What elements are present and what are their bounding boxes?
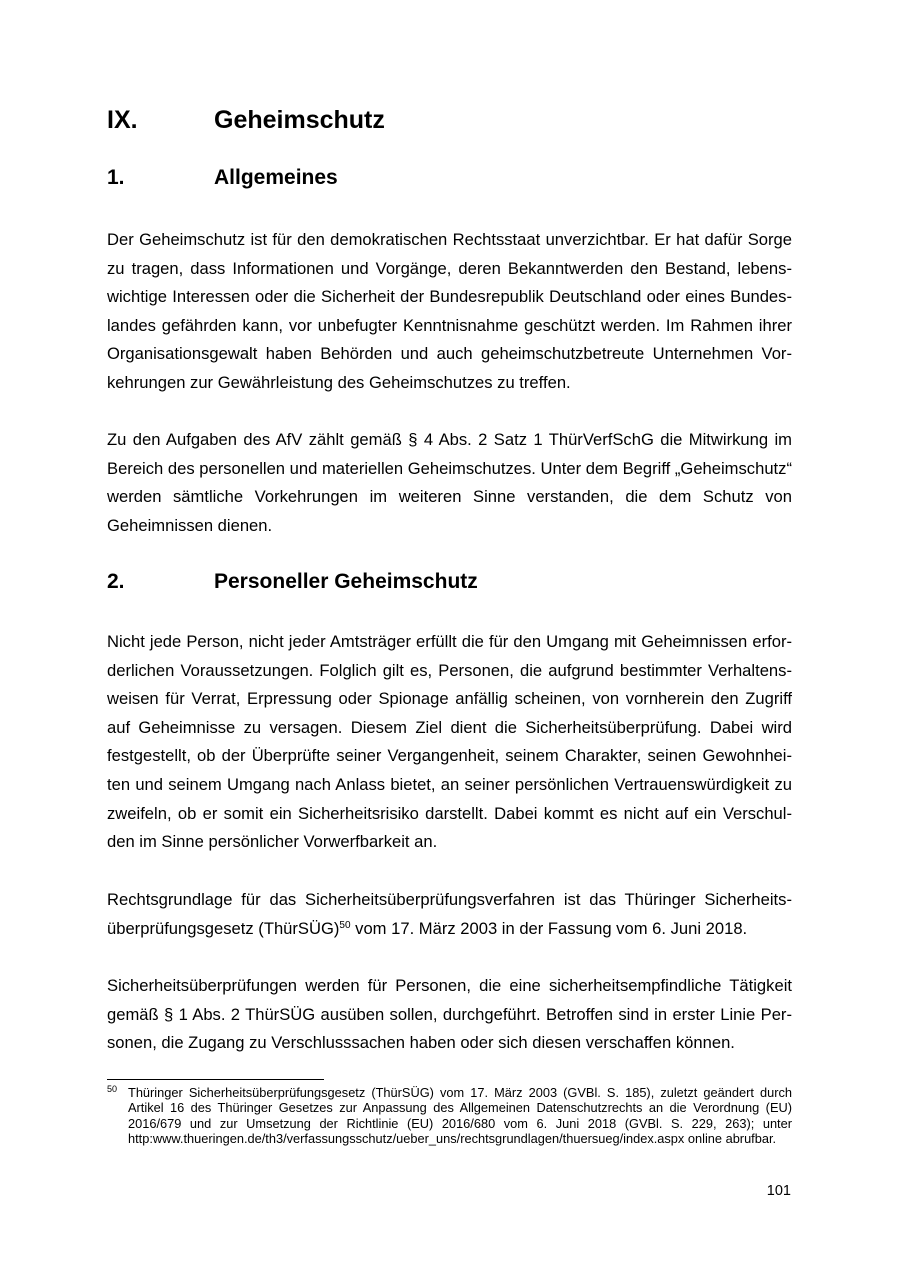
paragraph: Nicht jede Person, nicht jeder Amtsträger erfüllt die für den Umgang mit Geheimnissen erforderlichen Voraussetzungen. Folglich gilt es, Personen, die aufgrund bestimmter Verhaltensweisen für Verrat, Erpressung oder Spionage anfällig scheinen, von vornherein den Zugriff auf Geheimnisse zu versagen. Diesem Ziel dient die Sicherheitsüberprüfung. Dabei wird festgestellt, ob der Überprüfte seiner Vergangenheit, seinem Charakter, seinen Gewohnheiten und seinem Umgang nach Anlass bietet, an seiner persönlichen Vertrauenswürdigkeit zu zweifeln, ob er somit ein Sicherheitsrisiko darstellt. Dabei kommt es nicht auf ein Verschulden im Sinne persönlicher Vorwerfbarkeit an. <box>107 632 792 852</box>
footnote <box>107 1085 792 1147</box>
paragraph-text: Rechtsgrundlage für das Sicherheitsüberprüfungsverfahren ist das Thüringer Sicherheitsüberprüfungsgesetz (ThürSÜG) <box>107 890 792 938</box>
page-number: 101 <box>766 1183 791 1199</box>
paragraph: Der Geheimschutz ist für den demokratischen Rechtsstaat unverzichtbar. Er hat dafür Sorge zu tragen, dass Informationen und Vorgänge, deren Bekanntwerden den Bestand, lebenswichtige Interessen oder die Sicherheit der Bundesrepublik Deutschland oder eines Bundeslandes gefährden kann, vor unbefugter Kenntnisnahme geschützt werden. Im Rahmen ihrer Organisationsgewalt haben Behörden und auch geheimschutzbetreute Unternehmen Vorkehrungen zur Gewährleistung des Geheimschutzes zu treffen. <box>107 230 792 392</box>
chapter-number: IX. <box>107 106 138 134</box>
section-number: 1. <box>107 166 125 189</box>
chapter-heading <box>107 106 385 135</box>
paragraph-with-footnote <box>107 886 792 943</box>
section-title: Personeller Geheimschutz <box>214 570 478 593</box>
chapter-title: Geheimschutz <box>214 106 385 134</box>
section-heading-personeller-geheimschutz <box>107 570 478 594</box>
section-heading-allgemeines <box>107 166 338 190</box>
footnote-text: Thüringer Sicherheitsüberprüfungsgesetz (ThürSÜG) vom 17. März 2003 (GVBl. S. 185), zuletzt geändert durch Artikel 16 des Thüringer Gesetzes zur Anpassung des Allgemeinen Datenschutzrechts an die Verordnung (EU) 2016/679 und zur Umsetzung der Richtlinie (EU) 2016/680 vom 6. Juni 2018 (GVBl. S. 229, 263); unter http:www.thueringen.de/th3/verfassungsschutz/ueber_uns/rechtsgrundlagen/thuersueg/index.aspx online abrufbar. <box>128 1085 792 1147</box>
paragraph: Sicherheitsüberprüfungen werden für Personen, die eine sicherheitsempfindliche Tätigkeit gemäß § 1 Abs. 2 ThürSÜG ausüben sollen, durchgeführt. Betroffen sind in erster Linie Personen, die Zugang zu Verschlusssachen haben oder sich diesen verschaffen können. <box>107 976 792 1053</box>
section-title: Allgemeines <box>214 166 338 189</box>
footnote-divider <box>107 1079 324 1080</box>
paragraph: Zu den Aufgaben des AfV zählt gemäß § 4 Abs. 2 Satz 1 ThürVerfSchG die Mitwirkung im Bereich des personellen und materiellen Geheimschutzes. Unter dem Begriff „Geheimschutz“ werden sämtliche Vorkehrungen im weiteren Sinne verstanden, die dem Schutz von Geheimnissen dienen. <box>107 430 792 535</box>
paragraph-text: vom 17. März 2003 in der Fassung vom 6. Juni 2018. <box>350 918 748 938</box>
footnote-number: 50 <box>107 1084 118 1094</box>
section-number: 2. <box>107 570 125 593</box>
footnote-reference[interactable]: 50 <box>339 919 351 931</box>
